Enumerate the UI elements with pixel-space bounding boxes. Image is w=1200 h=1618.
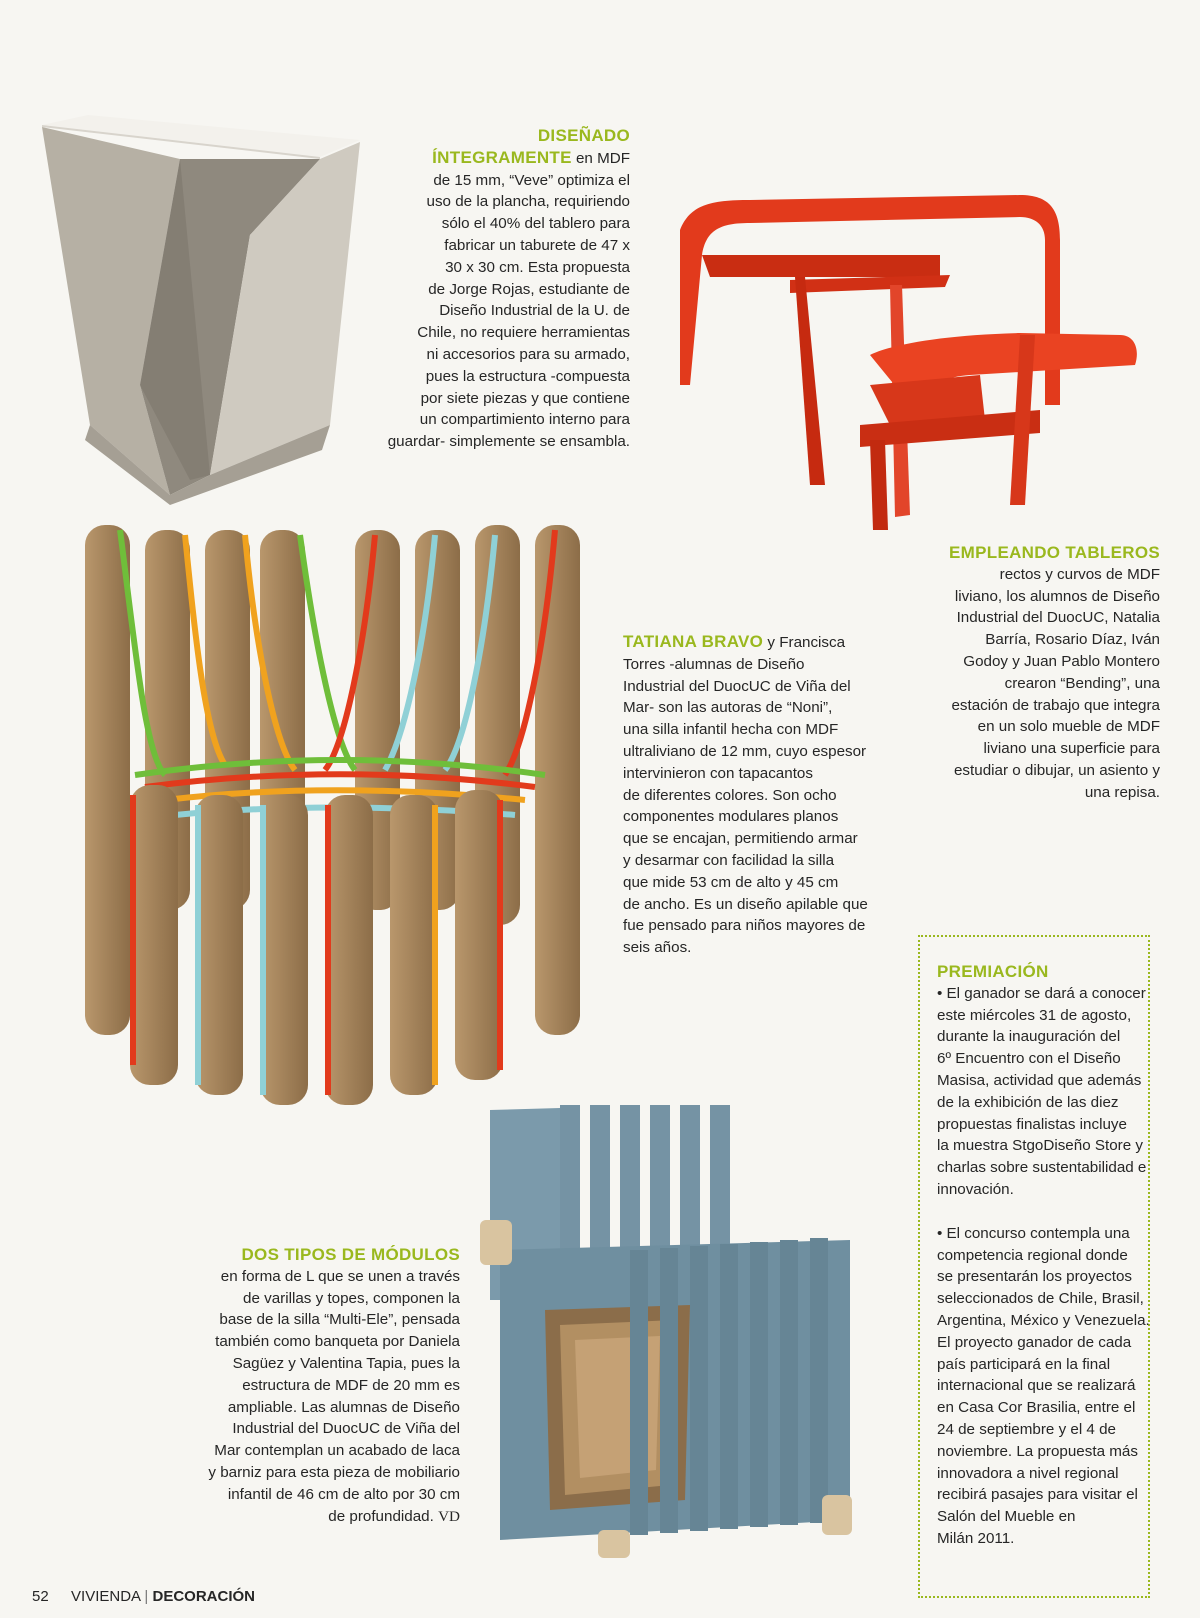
sidebar-line: Argentina, México y Venezuela. <box>937 1311 1150 1329</box>
bending-line: liviano una superficie para <box>983 740 1160 758</box>
noni-line: ultraliviano de 12 mm, cuyo espesor <box>623 742 867 760</box>
magazine-name: VIVIENDA <box>71 1588 141 1605</box>
sidebar-line: en Casa Cor Brasilia, entre el <box>937 1399 1136 1417</box>
bending-line: Godoy y Juan Pablo Montero <box>963 652 1160 670</box>
bending-line: en un solo mueble de MDF <box>977 718 1160 736</box>
multiele-line: de profundidad. <box>328 1507 434 1525</box>
veve-line: pues la estructura -compuesta <box>425 367 630 385</box>
sidebar-line: Milán 2011. <box>937 1529 1015 1547</box>
veve-first-line-rest: en MDF <box>571 149 630 167</box>
sidebar-line: innovadora a nivel regional <box>937 1464 1119 1482</box>
noni-line: fue pensado para niños mayores de <box>623 917 866 935</box>
veve-heading-1: DISEÑADO <box>537 126 630 145</box>
multiele-last-line <box>185 1506 460 1528</box>
bending-line: una repisa. <box>1084 783 1160 801</box>
sidebar-line: propuestas finalistas incluye <box>937 1115 1127 1133</box>
noni-line: Mar- son las autoras de “Noni”, <box>623 699 833 717</box>
sidebar-line: El proyecto ganador de cada <box>937 1333 1132 1351</box>
multiele-article <box>185 1244 460 1527</box>
sidebar-line: Masisa, actividad que además <box>937 1071 1142 1089</box>
veve-article <box>330 125 630 453</box>
veve-heading-2: ÍNTEGRAMENTE <box>432 147 572 167</box>
noni-line: seis años. <box>623 939 692 957</box>
page-number: 52 <box>32 1588 49 1605</box>
noni-line: que mide 53 cm de alto y 45 cm <box>623 873 839 891</box>
multiele-line: Sagüez y Valentina Tapia, pues la <box>232 1354 460 1372</box>
premiacion-para-1 <box>937 983 1148 1201</box>
sidebar-line: se presentarán los proyectos <box>937 1268 1133 1286</box>
sidebar-line: • El ganador se dará a conocer <box>937 984 1146 1002</box>
veve-line: ni accesorios para su armado, <box>426 345 630 363</box>
sidebar-line: 6º Encuentro con el Diseño <box>937 1050 1121 1068</box>
sidebar-line: internacional que se realizará <box>937 1377 1136 1395</box>
sidebar-line: Salón del Mueble en <box>937 1508 1076 1526</box>
end-mark: VD <box>438 1507 460 1525</box>
noni-first-line-rest: y Francisca <box>763 634 846 651</box>
bending-line: estación de trabajo que integra <box>951 696 1160 714</box>
premiacion-heading: PREMIACIÓN <box>937 962 1049 981</box>
bending-line: crearon “Bending”, una <box>1004 674 1160 692</box>
bending-article <box>880 542 1160 804</box>
multiele-line: estructura de MDF de 20 mm es <box>242 1376 460 1394</box>
multiele-line: Mar contemplan un acabado de laca <box>214 1442 460 1460</box>
sidebar-line: seleccionados de Chile, Brasil, <box>937 1290 1144 1308</box>
veve-line: Diseño Industrial de la U. de <box>439 302 630 320</box>
noni-line: de ancho. Es un diseño apilable que <box>623 895 868 913</box>
sidebar-line: • El concurso contempla una <box>937 1224 1130 1242</box>
bending-desk-photo <box>640 185 1180 545</box>
veve-line: Chile, no requiere herramientas <box>417 324 630 342</box>
veve-line: un compartimiento interno para <box>419 411 630 429</box>
noni-chair-photo <box>75 525 595 1125</box>
sidebar-line: país participará en la final <box>937 1355 1111 1373</box>
veve-line: sólo el 40% del tablero para <box>441 215 630 233</box>
sidebar-line: innovación. <box>937 1180 1014 1198</box>
noni-line: una silla infantil hecha con MDF <box>623 721 839 739</box>
bending-line: liviano, los alumnos de Diseño <box>954 587 1160 605</box>
sidebar-line: 24 de septiembre y el 4 de <box>937 1420 1116 1438</box>
multiele-heading: DOS TIPOS DE MÓDULOS <box>241 1245 460 1264</box>
multiele-line: de varillas y topes, componen la <box>243 1289 460 1307</box>
multiele-chair-photo <box>470 1100 880 1560</box>
sidebar-line: este miércoles 31 de agosto, <box>937 1006 1132 1024</box>
multiele-line: y barniz para esta pieza de mobiliario <box>208 1463 460 1481</box>
sidebar-line: noviembre. La propuesta más <box>937 1442 1138 1460</box>
veve-line: por siete piezas y que contiene <box>420 389 630 407</box>
noni-line: que se encajan, permitiendo armar <box>623 830 858 848</box>
sidebar-line: la muestra StgoDiseño Store y <box>937 1137 1143 1155</box>
multiele-line: Industrial del DuocUC de Viña del <box>232 1420 460 1438</box>
noni-heading-line <box>623 631 888 654</box>
noni-line: de diferentes colores. Son ocho <box>623 786 837 804</box>
multiele-line: ampliable. Las alumnas de Diseño <box>227 1398 460 1416</box>
folio <box>32 1588 255 1605</box>
veve-line: fabricar un taburete de 47 x <box>444 236 630 254</box>
bending-line: estudiar o dibujar, un asiento y <box>953 761 1160 779</box>
folio-divider: | <box>144 1588 149 1605</box>
multiele-line: infantil de 46 cm de alto por 30 cm <box>227 1485 460 1503</box>
bending-line: Barría, Rosario Díaz, Iván <box>985 631 1160 649</box>
sidebar-line: de la exhibición de las diez <box>937 1093 1119 1111</box>
noni-line: y desarmar con facilidad la silla <box>623 851 835 869</box>
sidebar-line: recibirá pasajes para visitar el <box>937 1486 1138 1504</box>
veve-line: uso de la plancha, requiriendo <box>426 193 630 211</box>
premiacion-box <box>918 935 1150 1598</box>
veve-line: de Jorge Rojas, estudiante de <box>428 280 630 298</box>
section-name: DECORACIÓN <box>152 1588 255 1605</box>
multiele-line: base de la silla “Multi-Ele”, pensada <box>219 1311 460 1329</box>
bending-heading: EMPLEANDO TABLEROS <box>949 543 1160 562</box>
veve-line: 30 x 30 cm. Esta propuesta <box>445 258 630 276</box>
noni-heading: TATIANA BRAVO <box>623 632 764 651</box>
multiele-line: en forma de L que se unen a través <box>220 1267 460 1285</box>
sidebar-line: charlas sobre sustentabilidad e <box>937 1159 1147 1177</box>
noni-line: Industrial del DuocUC de Viña del <box>623 677 851 695</box>
veve-line: de 15 mm, “Veve” optimiza el <box>433 171 630 189</box>
premiacion-para-2 <box>937 1223 1148 1550</box>
sidebar-line: durante la inauguración del <box>937 1028 1121 1046</box>
sidebar-line: competencia regional donde <box>937 1246 1128 1264</box>
noni-line: Torres -alumnas de Diseño <box>623 655 805 673</box>
noni-article <box>623 631 888 959</box>
veve-line: guardar- simplemente se ensambla. <box>387 433 630 451</box>
veve-heading-2-line <box>330 147 630 170</box>
multiele-line: también como banqueta por Daniela <box>215 1333 460 1351</box>
noni-line: intervinieron con tapacantos <box>623 764 813 782</box>
bending-line: Industrial del DuocUC, Natalia <box>956 609 1160 627</box>
noni-line: componentes modulares planos <box>623 808 839 826</box>
bending-line: rectos y curvos de MDF <box>999 565 1160 583</box>
